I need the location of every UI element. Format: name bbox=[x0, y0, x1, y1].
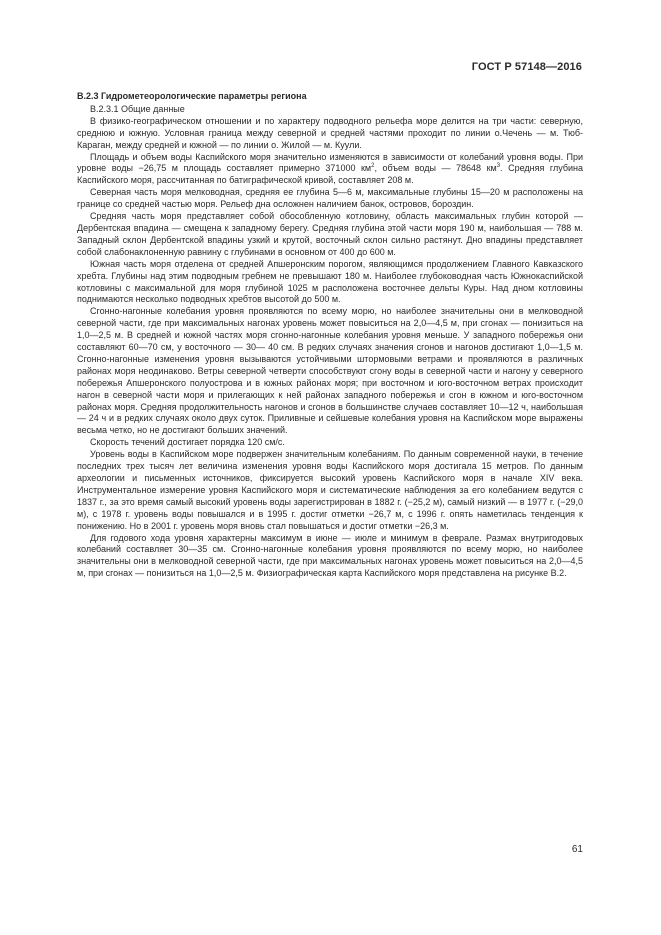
paragraph-northern-part: Северная часть моря мелководная, средняя ее глубина 5—6 м, максимальные глубины 15—20 м расположены на границе со средней частью моря. Рельеф дна осложнен наличием банок, островов, бороздин. bbox=[77, 187, 583, 210]
page-number: 61 bbox=[571, 844, 583, 855]
paragraph-middle-part: Средняя часть моря представляет собой обособленную котловину, область максимальных глубин которой — Дербентская впадина — смещена к западному берегу. Средняя глубина этой части моря 190 м, наибольшая — 788 м. Западный склон Дербентской впадины узкий и крутой, восточный склон сильно растянут. Дно впадины представляет собой слабонаклоненную равнину с глубинами в основном от 400 до 600 м. bbox=[77, 211, 583, 257]
subsection-title: В.2.3.1 Общие данные bbox=[90, 103, 185, 114]
area-sup-2: 3 bbox=[496, 163, 501, 170]
paragraph-southern-part: Южная часть моря отделена от средней Апшеронским порогом, являющимся продолжением Главного Кавказского хребта. Глубины над этим подводным гребнем не превышают 180 м. Наиболее глубоководная часть Южнокаспийской котловины с максимальной для моря глубиной 1025 м расположена восточнее дельты Куры. Над дном котловины поднимаются несколько подводных хребтов высотой до 500 м. bbox=[77, 258, 583, 305]
document-code-header: ГОСТ Р 57148—2016 bbox=[471, 61, 582, 73]
paragraph-water-level: Уровень воды в Каспийском море подвержен значительным колебаниям. По данным современной науки, в течение последних трех тысяч лет величина изменения уровня воды Каспийского моря достигала 15 метров. По данным археологии и письменных источников, фиксируется высокий уровень Каспийского моря в начале XIV века. Инструментальное измерение уровня Каспийского моря и систематические наблюдения за его колебанием ведутся с 1837 г., за это время самый высокий уровень воды зарегистрирован в 1882 г. (−25,2 м), самый низкий — в 1977 г. (−29,0 м), с 1978 г. уровень воды повышался и в 1995 г. достиг отметки −26,7 м, с 1996 г. опять наметилась тенденция к понижению. Но в 2001 г. уровень моря вновь стал повышаться и достиг отметки −26,3 м. bbox=[77, 449, 583, 531]
paragraph-area-volume bbox=[77, 152, 583, 188]
area-sup-1: 2 bbox=[371, 163, 375, 170]
paragraph-annual-level: Для годового хода уровня характерны максимум в июне — июле и минимум в феврале. Размах внутригодовых колебаний составляет 30—35 см. Сгонно-нагонные колебания уровня проявляются по всему морю, но наиболее значительны они в мелководной северной части, где при максимальных нагонах уровень может повыситься на 2,0—4,5 м, при сгонах — понизиться на 1,0—2,5 м. Физиографическая карта Каспийского моря представлена на рисунке В.2. bbox=[77, 532, 583, 579]
paragraph-geography: В физико-географическом отношении и по характеру подводного рельефа море делится на три части: северную, среднюю и южную. Условная граница между северной и средней частями проходит по линии о.Чечень — м. Тюб-Караган, между средней и южной — по линии о. Жилой — м. Куули. bbox=[77, 115, 583, 150]
paragraph-surge-fluctuations: Сгонно-нагонные колебания уровня проявляются по всему морю, но наиболее значительны они в мелководной северной части, где при максимальных нагонах уровень может повыситься на 2,0—4,5 м, при сгонах — понизиться на 1,0—2,5 м. В средней и южной частях моря сгонно-нагонные колебания уровня меньше. У западного побережья они составляют 60—70 см, у восточного — 30— 40 см. В редких случаях значения сгонов и нагонов достигают 1,0—1,5 м. Сгонно-нагонные изменения уровня вызываются устойчивыми штормовыми ветрами и проявляются в различных районах моря неодинаково. Ветры северной четверти способствуют сгону воды в северной части и нагону у северного побережья Апшеронского полуострова и в южных районах моря; при восточном и юго-восточном ветрах происходит нагон в северной части моря и прилегающих к ней районах западного побережья и сгон в южном и юго-восточном районах моря. Средняя продолжительность нагонов и сгонов в большинстве случаев составляет 10—12 ч, наибольшая — 24 ч и в редких случаях около двух суток. Приливные и сейшевые колебания уровня на Каспийском море выражены весьма четко, но не достигают больших значений. bbox=[77, 306, 583, 436]
paragraph-current-speed: Скорость течений достигает порядка 120 см/с. bbox=[90, 437, 285, 448]
section-title: В.2.3 Гидрометеорологические параметры региона bbox=[77, 91, 307, 101]
area-text-2: , объем воды — 78648 км bbox=[374, 163, 497, 174]
area-text-3: . Средняя глубина Каспийского моря, рассчитанная по батиграфической кривой, составляет 208 м. bbox=[77, 163, 583, 186]
area-text-1: Площадь и объем воды Каспийского моря значительно изменяются в зависимости от колебаний уровня воды. При уровне воды −26,75 м площадь составляет примерно 371000 км bbox=[77, 151, 583, 174]
document-body bbox=[77, 91, 583, 580]
